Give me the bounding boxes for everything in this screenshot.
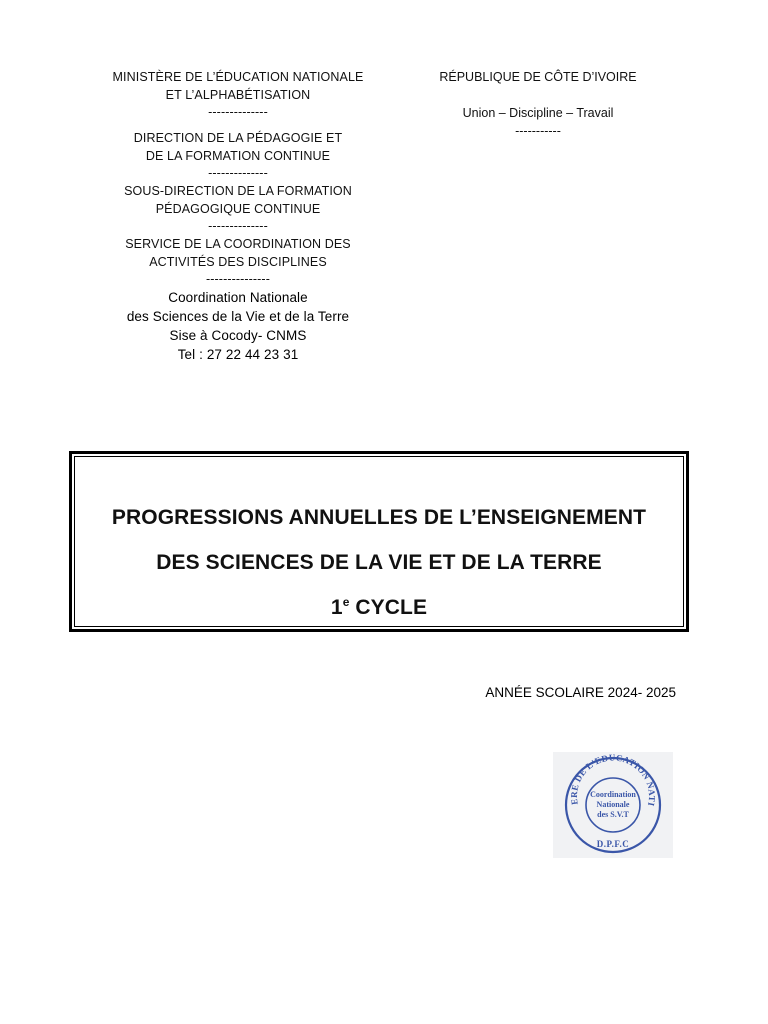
separator: --------------: [208, 166, 268, 180]
direction-name-line2: DE LA FORMATION CONTINUE: [145, 149, 331, 163]
cycle-label: [75, 585, 683, 630]
direction-name-line1: DIRECTION DE LA PÉDAGOGIE ET: [133, 131, 343, 145]
school-year: ANNÉE SCOLAIRE 2024- 2025: [485, 685, 676, 700]
cycle-suffix: e: [342, 595, 350, 609]
ministry-name-line2: ET L’ALPHABÉTISATION: [165, 88, 311, 102]
subdirection-name-line2: PÉDAGOGIQUE CONTINUE: [155, 202, 321, 216]
document-title-box: [69, 451, 689, 632]
title-line2: DES SCIENCES DE LA VIE ET DE LA TERRE: [156, 551, 602, 574]
title-line1: PROGRESSIONS ANNUELLES DE L’ENSEIGNEMENT: [111, 506, 647, 529]
stamp-seal: [553, 752, 673, 858]
stamp-center-line1: Coordination: [590, 790, 636, 799]
subdirection-name-line1: SOUS-DIRECTION DE LA FORMATION: [124, 184, 352, 198]
coordination-name-line2: des Sciences de la Vie et de la Terre: [126, 309, 350, 324]
official-stamp: [553, 752, 673, 858]
service-name-line1: SERVICE DE LA COORDINATION DES: [125, 237, 351, 251]
coordination-name-line1: Coordination Nationale: [168, 290, 308, 305]
republic-name: RÉPUBLIQUE DE CÔTE D’IVOIRE: [439, 70, 637, 84]
stamp-ring-text: ERE DE L'EDUCATION NATI: [568, 752, 658, 808]
service-name-line2: ACTIVITÉS DES DISCIPLINES: [149, 255, 327, 269]
phone-number: Tel : 27 22 44 23 31: [177, 347, 299, 362]
republic-header: [418, 68, 658, 140]
separator: --------------: [208, 219, 268, 233]
cycle-word: CYCLE: [355, 596, 428, 619]
separator: ---------------: [206, 272, 270, 286]
cycle-number: 1: [330, 596, 343, 619]
stamp-center-line3: des S.V.T: [597, 810, 629, 819]
separator: -----------: [515, 124, 561, 138]
ministry-name-line1: MINISTÈRE DE L’ÉDUCATION NATIONALE: [112, 70, 364, 84]
separator: --------------: [208, 105, 268, 119]
national-motto: Union – Discipline – Travail: [462, 106, 614, 120]
address: Sise à Cocody- CNMS: [169, 328, 307, 343]
stamp-center-line2: Nationale: [596, 800, 630, 809]
stamp-bottom-text: D.P.F.C: [596, 839, 630, 849]
stamp-ink: [553, 752, 660, 852]
ministry-header: [108, 68, 368, 364]
